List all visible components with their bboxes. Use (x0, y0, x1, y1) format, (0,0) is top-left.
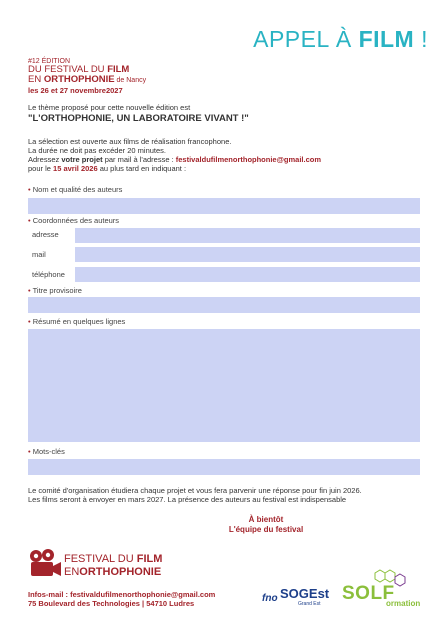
footer-address: 75 Boulevard des Technologies | 54710 Ludres (28, 599, 195, 608)
info-line2: La durée ne doit pas excéder 20 minutes. (28, 146, 167, 155)
sogest-logo: fno SOGEst Grand Est (262, 586, 330, 607)
address-field[interactable] (75, 228, 420, 243)
edition-label: #12 ÉDITION (28, 58, 71, 65)
keywords-field[interactable] (28, 459, 420, 475)
summary-label: • Résumé en quelques lignes (28, 317, 126, 326)
page-title: APPEL À FILM ! (253, 26, 428, 52)
closing-line2: Les films seront à envoyer en mars 2027. La présence des auteurs au festival est indispensable (28, 495, 347, 504)
title-label: • Titre provisoire (28, 286, 82, 295)
summary-field[interactable] (28, 329, 420, 442)
contact-label: • Coordonnées des auteurs (28, 216, 120, 225)
title-field[interactable] (28, 297, 420, 313)
info-line3: Adressez votre projet par mail à l'adresse : festivaldufilmenorthophonie@gmail.com (28, 155, 322, 164)
info-line1: La sélection est ouverte aux films de réalisation francophone. (28, 137, 232, 146)
phone-label: téléphone (32, 270, 65, 279)
closing-line1: Le comité d'organisation étudiera chaque projet et vous fera parvenir une réponse pour fin juin 2026. (28, 486, 362, 495)
solf-logo: SOLF ormation (342, 569, 422, 611)
footer-logo-line1: FESTIVAL DU FILM (64, 553, 163, 565)
theme-intro: Le thème proposé pour cette nouvelle édition est (28, 103, 191, 112)
mail-label: mail (32, 250, 46, 259)
footer-infos: Infos-mail : festivaldufilmenorthophonie@gmail.com (28, 590, 216, 599)
contact-email[interactable]: festivaldufilmenorthophonie@gmail.com (175, 155, 322, 164)
festival-dates: les 26 et 27 novembre2027 (28, 86, 123, 95)
phone-field[interactable] (75, 267, 420, 282)
info-line4: pour le 15 avril 2026 au plus tard en indiquant : (28, 164, 187, 173)
authors-field[interactable] (28, 198, 420, 214)
authors-label: • Nom et qualité des auteurs (28, 185, 123, 194)
footer-logo-line2: ENORTHOPHONIE (64, 566, 162, 578)
address-label: adresse (32, 230, 59, 239)
festival-line2: EN ORTHOPHONIE de Nancy (28, 74, 147, 85)
theme-title: "L'ORTHOPHONIE, UN LABORATOIRE VIVANT !" (28, 113, 249, 124)
signature-line1: À bientôt (248, 515, 284, 524)
camera-icon (28, 548, 62, 580)
keywords-label: • Mots-clés (28, 447, 65, 456)
mail-field[interactable] (75, 247, 420, 262)
signature-line2: L'équipe du festival (228, 525, 304, 534)
festival-line1: DU FESTIVAL DU FILM (28, 64, 130, 75)
